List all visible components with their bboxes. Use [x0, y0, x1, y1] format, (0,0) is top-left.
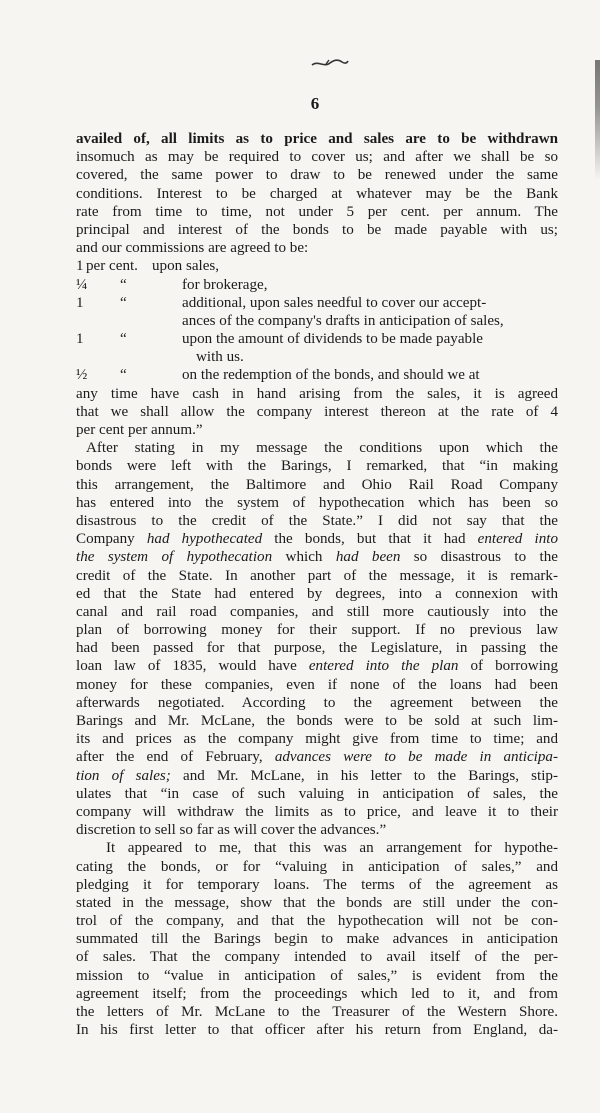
commission-row-continuation — [76, 312, 558, 330]
text-line: of sales. That the company intended to avail itself of the per- — [76, 949, 558, 966]
ditto-mark: “ — [120, 331, 127, 348]
text-line: trol of the company, and that the hypothecation will not be con- — [76, 913, 558, 930]
text-line: Barings and Mr. McLane, the bonds were to be sold at such lim- — [76, 713, 558, 729]
text-run: which — [272, 549, 336, 566]
text-line: ed that the State had entered by degrees, into a connexion with — [76, 585, 558, 602]
text-run: and Mr. McLane, in his letter to the Barings, stip- — [170, 767, 559, 784]
text-line: agreement itself; from the proceedings which led to it, and from — [76, 985, 558, 1002]
text-line: money for these companies, even if none of the loans had been — [76, 676, 558, 693]
ditto-mark: “ — [120, 276, 127, 293]
text-run: after the end of February, — [76, 749, 275, 766]
text-line: In his first letter to that officer after his return from England, da- — [76, 1022, 558, 1039]
text-line: It appeared to me, that this was an arrangement for hypothe- — [106, 840, 558, 857]
commission-amount: ½ — [76, 367, 88, 384]
italic-run: entered into the plan — [308, 658, 459, 675]
text-line: After stating in my message the conditions upon which the — [86, 440, 558, 457]
commission-text: additional, upon sales needful to cover our accept- — [182, 294, 487, 311]
text-line: availed of, all limits as to price and sales are to be withdrawn — [76, 131, 558, 147]
text-line: per cent per annum.” — [76, 422, 203, 438]
text-line: discretion to sell so far as will cover the advances.” — [76, 822, 387, 839]
text-line — [76, 748, 558, 766]
commission-row — [76, 294, 558, 312]
text-line: any time have cash in hand arising from the sales, it is agreed — [76, 385, 558, 402]
commission-row — [76, 276, 558, 294]
text-run: the bonds, but that it had — [262, 531, 478, 548]
commission-amount: ¼ — [76, 276, 88, 293]
italic-run: advances were to be made in anticipa- — [274, 749, 558, 766]
page-number: 6 — [310, 94, 320, 113]
text-line: insomuch as may be required to cover us; and after we shall be so — [76, 149, 558, 166]
text-line: and our commissions are agreed to be: — [76, 240, 309, 257]
text-line: company will withdraw the limits as to price, and leave it to their — [76, 803, 558, 820]
text-line: canal and rail road companies, and still more cautiously into the — [76, 603, 558, 620]
ditto-mark: “ — [120, 367, 127, 384]
text-line: pledging it for temporary loans. The terms of the agreement as — [76, 876, 558, 893]
commission-row — [76, 257, 558, 275]
commission-text: ances of the company's drafts in anticipation of sales, — [182, 312, 504, 329]
text-line: conditions. Interest to be charged at whatever may be the Bank — [76, 185, 558, 202]
text-line: the letters of Mr. McLane to the Treasurer of the Western Shore. — [76, 1004, 558, 1020]
scroll-flourish-icon — [310, 56, 350, 70]
commission-text: with us. — [196, 349, 244, 366]
commission-amount: 1 — [76, 258, 84, 275]
text-line: has entered into the system of hypothecation which has been so — [76, 494, 558, 511]
text-run: of borrowing — [458, 658, 558, 675]
text-line — [76, 767, 558, 785]
text-line: stated in the message, show that the bonds are still under the con- — [76, 894, 558, 911]
commission-row — [76, 366, 558, 384]
commission-amount: 1 — [76, 331, 84, 348]
text-run: so disastrous to the — [400, 549, 559, 566]
commission-text: on the redemption of the bonds, and should we at — [182, 367, 480, 384]
text-line: its and prices as the company might give from time to time; and — [76, 731, 558, 748]
text-line: credit of the State. In another part of the message, it is remark- — [76, 567, 558, 584]
italic-run: had been — [335, 549, 401, 566]
text-line: afterwards negotiated. According to the agreement between the — [76, 694, 558, 711]
text-line: this arrangement, the Baltimore and Ohio Rail Road Company — [76, 476, 558, 493]
italic-run: entered into — [477, 531, 558, 548]
text-line: disastrous to the credit of the State.” I did not say that the — [76, 512, 558, 529]
commission-unit: per cent. — [86, 258, 138, 275]
page-edge-mark — [595, 60, 600, 180]
commission-text: upon the amount of dividends to be made payable — [182, 331, 483, 348]
text-line: that we shall allow the company interest thereon at the rate of 4 — [76, 403, 558, 420]
text-line: cating the bonds, or for “valuing in anticipation of sales,” and — [76, 858, 558, 875]
text-line: plan of borrowing money for their support. If no previous law — [76, 622, 558, 639]
text-line: ulates that “in case of such valuing in anticipation of sales, the — [76, 785, 558, 802]
text-line: summated till the Barings begin to make advances in anticipation — [76, 931, 558, 948]
commission-row-continuation — [76, 348, 558, 366]
text-line — [76, 657, 558, 675]
commission-amount: 1 — [76, 294, 84, 311]
italic-run: had hypothecated — [146, 531, 263, 548]
ditto-mark: “ — [120, 294, 127, 311]
commission-text: for brokerage, — [182, 276, 268, 293]
text-line: bonds were left with the Barings, I remarked, that “in making — [76, 458, 558, 475]
text-line — [76, 548, 558, 566]
italic-run: tion of sales; — [76, 767, 171, 784]
text-line: mission to “value in anticipation of sales,” is evident from the — [76, 967, 558, 984]
commission-text: upon sales, — [152, 258, 220, 275]
text-line — [76, 530, 558, 548]
text-run: loan law of 1835, would have — [76, 658, 309, 675]
text-line: principal and interest of the bonds to be made payable with us; — [76, 221, 558, 238]
commission-row — [76, 330, 558, 348]
page-body — [76, 130, 558, 1039]
text-run: Company — [76, 531, 147, 548]
italic-run: the system of hypothecation — [76, 549, 273, 566]
text-line: covered, the same power to draw to be renewed under the same — [76, 167, 558, 184]
text-line: had been passed for that purpose, the Legislature, in passing the — [76, 640, 558, 657]
text-line: rate from time to time, not under 5 per cent. per annum. The — [76, 203, 558, 220]
